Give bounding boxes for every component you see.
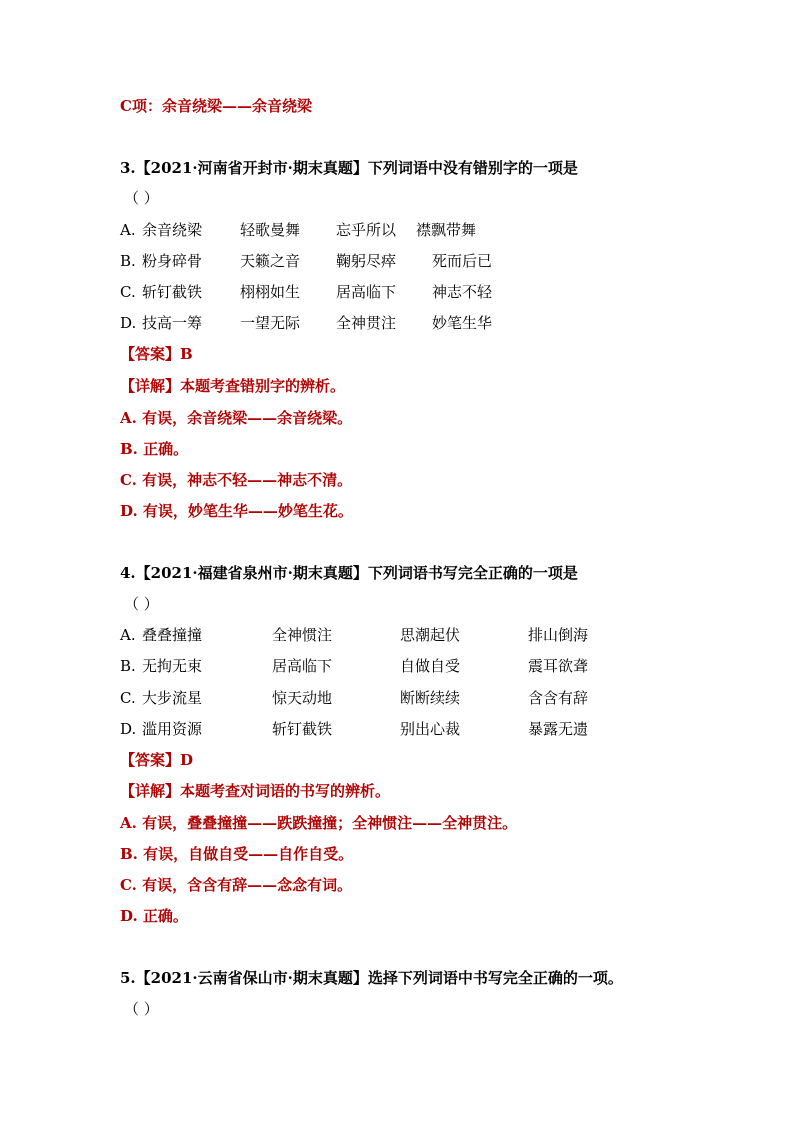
question-4-heading <box>120 563 578 583</box>
explanation-d: D. 正确。 <box>120 907 188 925</box>
option-word: 全神贯注 <box>336 314 397 332</box>
option-word: 粉身碎骨 <box>142 252 203 270</box>
detail-line <box>120 781 390 801</box>
option-word: 襟飘带舞 <box>416 221 477 239</box>
question-number: 4. <box>120 564 136 582</box>
option-label: C. <box>120 689 136 707</box>
answer-tag: 【答案】 <box>120 345 181 363</box>
option-label: D. <box>120 720 137 738</box>
option-word: 忘乎所以 <box>336 221 397 239</box>
option-word: 一望无际 <box>240 314 301 332</box>
explanation-c: C. 有误，含含有辞——念念有词。 <box>120 876 353 894</box>
answer-blank: （ ） <box>124 189 159 207</box>
option-word: 全神惯注 <box>272 626 333 644</box>
answer-line <box>120 344 193 364</box>
option-word: 斩钉截铁 <box>272 720 333 738</box>
option-word: 技高一筹 <box>142 314 203 332</box>
option-label: B. <box>120 657 136 675</box>
question-number: 5. <box>120 969 136 987</box>
option-word: 斩钉截铁 <box>142 283 203 301</box>
detail-line <box>120 376 345 396</box>
option-word: 轻歌曼舞 <box>240 221 301 239</box>
answer-line <box>120 750 193 770</box>
answer-value: B <box>180 345 193 363</box>
option-label: C. <box>120 283 136 301</box>
option-word: 居高临下 <box>272 657 333 675</box>
option-word: 排山倒海 <box>528 626 589 644</box>
option-word: 余音绕梁 <box>142 221 203 239</box>
explanation-a: A. 有误，余音绕梁——余音绕梁。 <box>120 409 353 427</box>
option-word: 惊天动地 <box>272 689 333 707</box>
answer-blank: （ ） <box>124 1000 159 1018</box>
answer-value: D <box>180 751 194 769</box>
option-word: 自做自受 <box>400 657 461 675</box>
question-title: 【2021·云南省保山市·期末真题】选择下列词语中书写完全正确的一项。 <box>135 969 623 987</box>
option-label: A. <box>120 626 136 644</box>
option-word: 神志不轻 <box>432 283 493 301</box>
option-label: B. <box>120 252 136 270</box>
option-word: 思潮起伏 <box>400 626 461 644</box>
option-word: 死而后已 <box>432 252 493 270</box>
option-label: A. <box>120 221 136 239</box>
option-word: 无拘无束 <box>142 657 203 675</box>
option-label: D. <box>120 314 137 332</box>
explanation-b: B. 有误，自做自受——自作自受。 <box>120 845 354 863</box>
explanation-b: B. 正确。 <box>120 440 189 458</box>
option-word: 滥用资源 <box>142 720 203 738</box>
detail-tag: 【详解】 <box>120 782 181 800</box>
option-word: 居高临下 <box>336 283 397 301</box>
detail-tag: 【详解】 <box>120 377 181 395</box>
option-word: 妙笔生华 <box>432 314 493 332</box>
option-word: 鞠躬尽瘁 <box>336 252 397 270</box>
option-word: 含含有辞 <box>528 689 589 707</box>
question-title: 【2021·河南省开封市·期末真题】下列词语中没有错别字的一项是 <box>135 159 578 177</box>
option-word: 断断续续 <box>400 689 461 707</box>
option-word: 震耳欲聋 <box>528 657 589 675</box>
question-number: 3. <box>120 159 136 177</box>
explanation-c: C. 有误，神志不轻——神志不清。 <box>120 471 353 489</box>
option-word: 天籁之音 <box>240 252 301 270</box>
answer-tag: 【答案】 <box>120 751 181 769</box>
option-word: 叠叠撞撞 <box>142 626 203 644</box>
option-word: 大步流星 <box>142 689 203 707</box>
answer-blank: （ ） <box>124 595 159 613</box>
detail-text: 本题考查对词语的书写的辨析。 <box>180 782 391 800</box>
detail-text: 本题考查错别字的辨析。 <box>180 377 346 395</box>
option-word: 别出心裁 <box>400 720 461 738</box>
question-title: 【2021·福建省泉州市·期末真题】下列词语书写完全正确的一项是 <box>135 564 578 582</box>
explanation-d: D. 有误，妙笔生华——妙笔生花。 <box>120 502 353 520</box>
question-3-heading <box>120 158 578 178</box>
previous-answer-line: C项：余音绕梁——余音绕梁 <box>120 97 312 115</box>
option-word: 栩栩如生 <box>240 283 301 301</box>
explanation-a: A. 有误，叠叠撞撞——跌跌撞撞；全神惯注——全神贯注。 <box>120 814 518 832</box>
option-word: 暴露无遗 <box>528 720 589 738</box>
question-5-heading <box>120 968 623 988</box>
